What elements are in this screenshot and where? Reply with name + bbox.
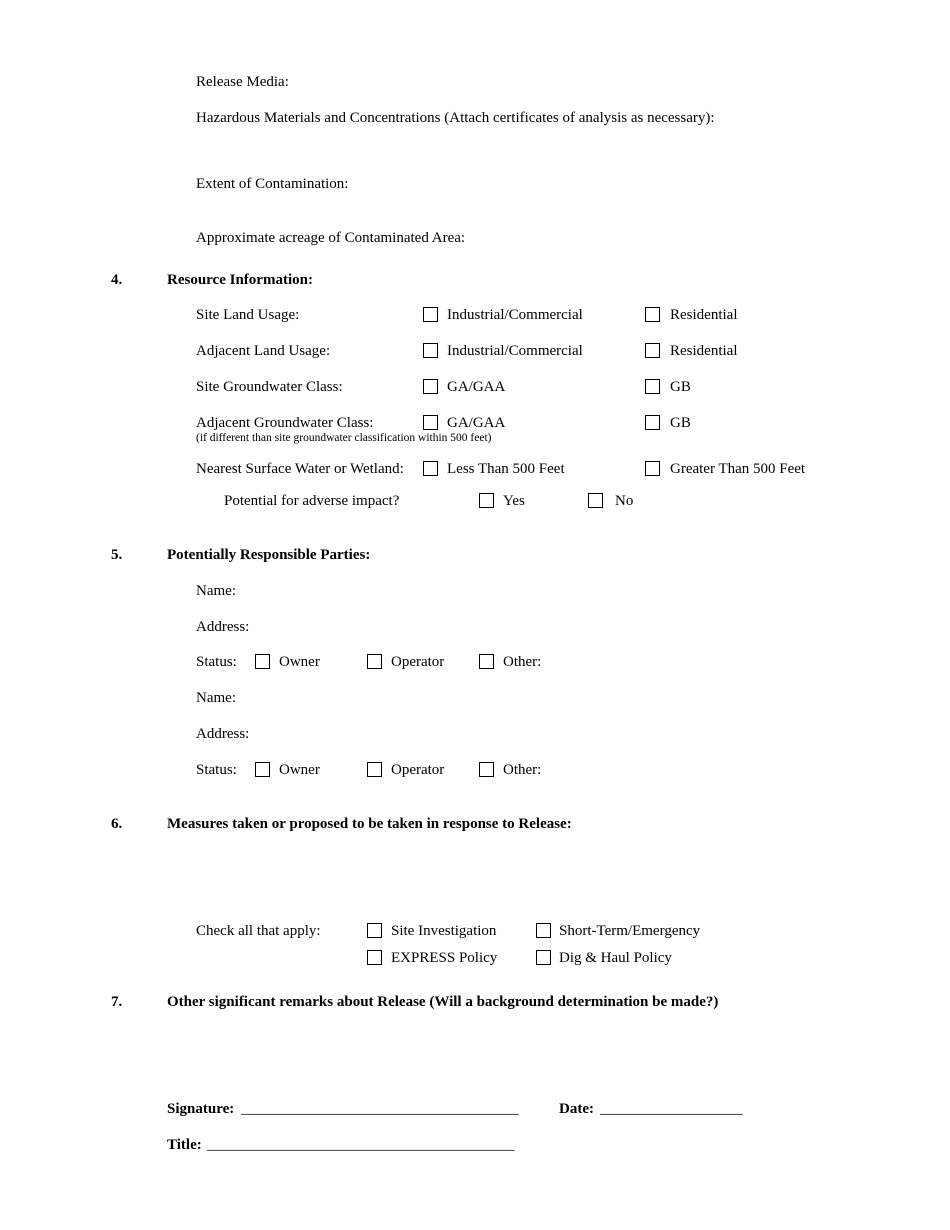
site-land-industrial-label: Industrial/Commercial — [447, 307, 583, 323]
section-6-number: 6. — [111, 816, 123, 832]
express-policy-checkbox[interactable] — [367, 950, 382, 965]
title-label: Title: — [167, 1137, 202, 1153]
site-investigation-checkbox[interactable] — [367, 923, 382, 938]
nearest-surface-water-label: Nearest Surface Water or Wetland: — [196, 461, 404, 477]
short-term-emergency-label: Short-Term/Emergency — [559, 923, 701, 939]
party-2-operator-label: Operator — [391, 762, 445, 778]
surface-water-greater500-label: Greater Than 500 Feet — [670, 461, 806, 477]
site-land-industrial-checkbox[interactable] — [423, 307, 438, 322]
party-2-address-label: Address: — [196, 726, 250, 742]
acreage-label: Approximate acreage of Contaminated Area: — [196, 230, 466, 246]
adjacent-groundwater-label: Adjacent Groundwater Class: — [196, 415, 374, 431]
adjacent-land-usage-label: Adjacent Land Usage: — [196, 343, 331, 359]
section-6-title: Measures taken or proposed to be taken in response to Release: — [167, 816, 572, 832]
section-5-title: Potentially Responsible Parties: — [167, 547, 371, 563]
adjacent-groundwater-gagaa-label: GA/GAA — [447, 415, 506, 431]
short-term-emergency-checkbox[interactable] — [536, 923, 551, 938]
site-investigation-label: Site Investigation — [391, 923, 497, 939]
signature-label: Signature: — [167, 1101, 235, 1117]
party-2-status-label: Status: — [196, 762, 237, 778]
section-4-number: 4. — [111, 272, 123, 288]
impact-yes-label: Yes — [503, 493, 525, 509]
potential-impact-label: Potential for adverse impact? — [224, 493, 400, 509]
party-1-other-label: Other: — [503, 654, 542, 670]
hazardous-materials-label: Hazardous Materials and Concentrations (Attach certificates of analysis as necessary): — [196, 110, 715, 126]
date-label: Date: — [559, 1101, 594, 1117]
party-1-owner-label: Owner — [279, 654, 320, 670]
section-7-title: Other significant remarks about Release (Will a background determination be made?) — [167, 994, 719, 1010]
party-2-owner-label: Owner — [279, 762, 320, 778]
adjacent-land-industrial-checkbox[interactable] — [423, 343, 438, 358]
section-7-number: 7. — [111, 994, 123, 1010]
party-1-other-checkbox[interactable] — [479, 654, 494, 669]
party-2-other-checkbox[interactable] — [479, 762, 494, 777]
adjacent-groundwater-gagaa-checkbox[interactable] — [423, 415, 438, 430]
adjacent-groundwater-note: (if different than site groundwater classification within 500 feet) — [196, 432, 492, 444]
adjacent-land-residential-label: Residential — [670, 343, 738, 359]
party-1-status-label: Status: — [196, 654, 237, 670]
check-all-label: Check all that apply: — [196, 923, 321, 939]
impact-yes-checkbox[interactable] — [479, 493, 494, 508]
party-1-name-label: Name: — [196, 583, 236, 599]
site-land-usage-label: Site Land Usage: — [196, 307, 300, 323]
adjacent-land-residential-checkbox[interactable] — [645, 343, 660, 358]
express-policy-label: EXPRESS Policy — [391, 950, 498, 966]
adjacent-groundwater-gb-label: GB — [670, 415, 691, 431]
party-1-operator-label: Operator — [391, 654, 445, 670]
site-groundwater-gb-label: GB — [670, 379, 691, 395]
signature-line[interactable]: _____________________________________ — [241, 1101, 519, 1117]
title-line[interactable]: _________________________________________ — [207, 1137, 515, 1153]
site-groundwater-label: Site Groundwater Class: — [196, 379, 343, 395]
section-5-number: 5. — [111, 547, 123, 563]
site-land-residential-checkbox[interactable] — [645, 307, 660, 322]
party-1-address-label: Address: — [196, 619, 250, 635]
impact-no-checkbox[interactable] — [588, 493, 603, 508]
site-groundwater-gagaa-label: GA/GAA — [447, 379, 506, 395]
adjacent-groundwater-gb-checkbox[interactable] — [645, 415, 660, 430]
date-line[interactable]: ___________________ — [600, 1101, 743, 1117]
section-4-title: Resource Information: — [167, 272, 313, 288]
party-2-other-label: Other: — [503, 762, 542, 778]
site-land-residential-label: Residential — [670, 307, 738, 323]
party-1-operator-checkbox[interactable] — [367, 654, 382, 669]
surface-water-less500-checkbox[interactable] — [423, 461, 438, 476]
surface-water-greater500-checkbox[interactable] — [645, 461, 660, 476]
extent-contamination-label: Extent of Contamination: — [196, 176, 349, 192]
party-2-operator-checkbox[interactable] — [367, 762, 382, 777]
surface-water-less500-label: Less Than 500 Feet — [447, 461, 565, 477]
release-media-label: Release Media: — [196, 74, 289, 90]
impact-no-label: No — [615, 493, 634, 509]
dig-haul-policy-label: Dig & Haul Policy — [559, 950, 672, 966]
adjacent-land-industrial-label: Industrial/Commercial — [447, 343, 583, 359]
site-groundwater-gb-checkbox[interactable] — [645, 379, 660, 394]
dig-haul-policy-checkbox[interactable] — [536, 950, 551, 965]
party-1-owner-checkbox[interactable] — [255, 654, 270, 669]
site-groundwater-gagaa-checkbox[interactable] — [423, 379, 438, 394]
party-2-owner-checkbox[interactable] — [255, 762, 270, 777]
party-2-name-label: Name: — [196, 690, 236, 706]
